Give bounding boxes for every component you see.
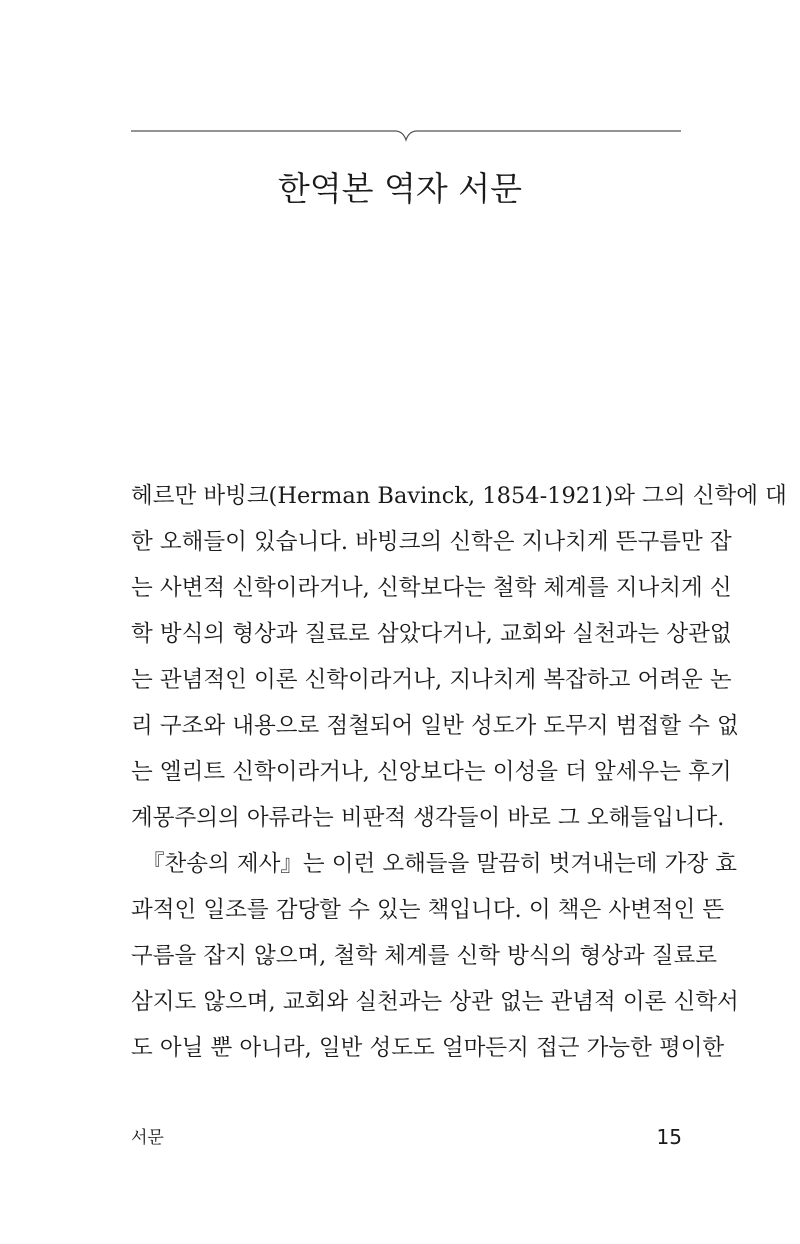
text-line: 계몽주의의 아류라는 비판적 생각들이 바로 그 오해들입니다. (131, 805, 725, 831)
text-line: 구름을 잡지 않으며, 철학 체계를 신학 방식의 형상과 질료로 (131, 943, 718, 969)
text-line: 『찬송의 제사』는 이런 오해들을 말끔히 벗겨내는데 가장 효 (142, 851, 737, 877)
text-line: 헤르만 바빙크(Herman Bavinck, 1854-1921)와 그의 신학에 대 (131, 483, 787, 509)
paragraph-2 (131, 841, 739, 1071)
header-ornament-rule (131, 120, 681, 144)
text-line: 학 방식의 형상과 질료로 삼았다거나, 교회와 실천과는 상관없 (131, 621, 732, 647)
text-line: 삼지도 않으며, 교회와 실천과는 상관 없는 관념적 이론 신학서 (131, 989, 739, 1015)
text-line: 는 사변적 신학이라거나, 신학보다는 철학 체계를 지나치게 신 (131, 575, 732, 601)
body-text (131, 473, 787, 1071)
text-line: 리 구조와 내용으로 점철되어 일반 성도가 도무지 범접할 수 없 (131, 713, 739, 739)
text-line: 도 아닐 뿐 아니라, 일반 성도도 얼마든지 접근 가능한 평이한 (131, 1035, 725, 1061)
paragraph-1 (131, 473, 787, 841)
text-line: 는 엘리트 신학이라거나, 신앙보다는 이성을 더 앞세우는 후기 (131, 759, 732, 785)
text-line: 과적인 일조를 감당할 수 있는 책입니다. 이 책은 사변적인 뜬 (131, 897, 725, 923)
page-number: 15 (656, 1125, 682, 1149)
text-line: 는 관념적인 이론 신학이라거나, 지나치게 복잡하고 어려운 논 (131, 667, 732, 693)
chapter-title: 한역본 역자 서문 (277, 169, 523, 208)
text-line: 한 오해들이 있습니다. 바빙크의 신학은 지나치게 뜬구름만 잡 (131, 529, 732, 555)
footer-section-label: 서문 (131, 1128, 164, 1148)
